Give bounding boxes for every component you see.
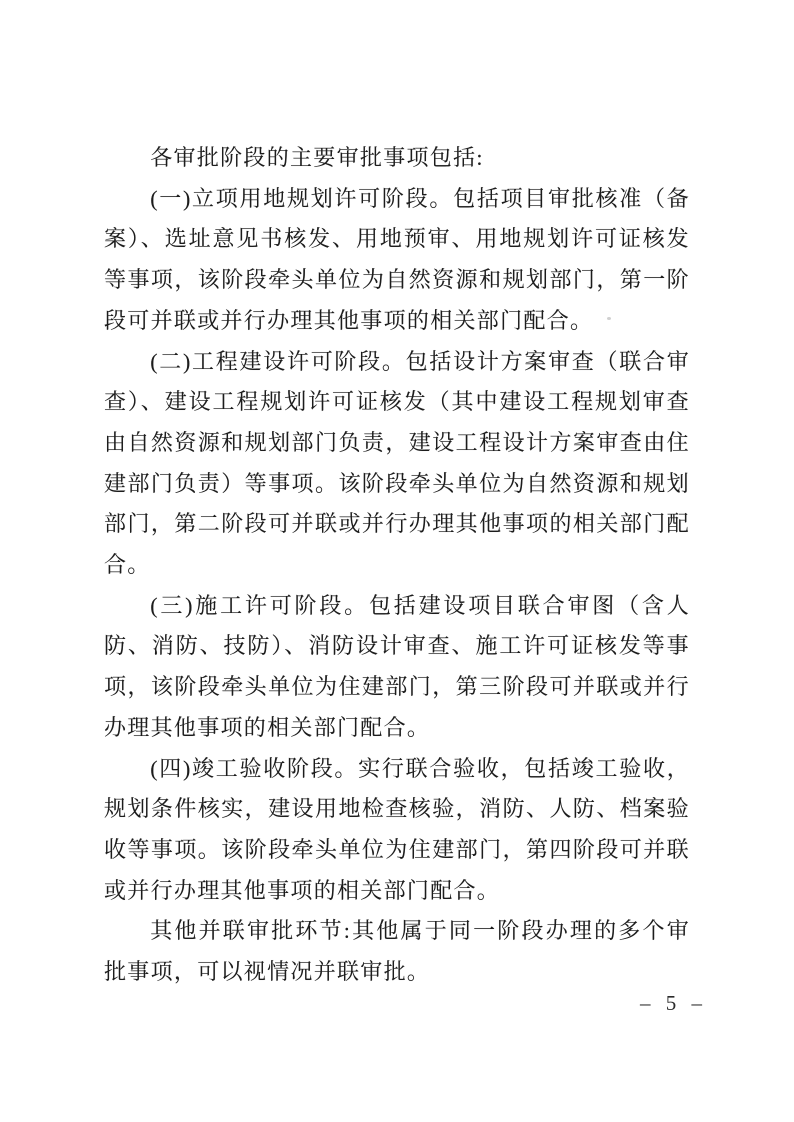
paragraph-5: (四)竣工验收阶段。实行联合验收，包括竣工验收，规划条件核实，建设用地检查核验，消防、人防、档案验收等事项。该阶段牵头单位为住建部门，第四阶段可并联或并行办理其他事项的相关部门配合。 [104, 755, 690, 903]
paragraph-6: 其他并联审批环节:其他属于同一阶段办理的多个审批事项，可以视情况并联审批。 [104, 918, 690, 985]
document-body [104, 138, 690, 993]
paragraph-3: (二)工程建设许可阶段。包括设计方案审查（联合审查）、建设工程规划许可证核发（其中建设工程规划审查由自然资源和规划部门负责，建设工程设计方案审查由住建部门负责）等事项。该阶段牵头单位为自然资源和规划部门，第二阶段可并联或并行办理其他事项的相关部门配合。 [104, 348, 690, 578]
page-number: – 5 – [640, 991, 707, 1015]
paragraph-4: (三)施工许可阶段。包括建设项目联合审图（含人防、消防、技防）、消防设计审查、施工许可证核发等事项，该阶段牵头单位为住建部门，第三阶段可并联或并行办理其他事项的相关部门配合。 [104, 592, 690, 740]
scan-speck [607, 317, 611, 320]
paragraph-1: 各审批阶段的主要审批事项包括: [150, 145, 484, 170]
paragraph-2: (一)立项用地规划许可阶段。包括项目审批核准（备案）、选址意见书核发、用地预审、用地规划许可证核发等事项，该阶段牵头单位为自然资源和规划部门，第一阶段可并联或并行办理其他事项的相关部门配合。 [104, 185, 690, 333]
